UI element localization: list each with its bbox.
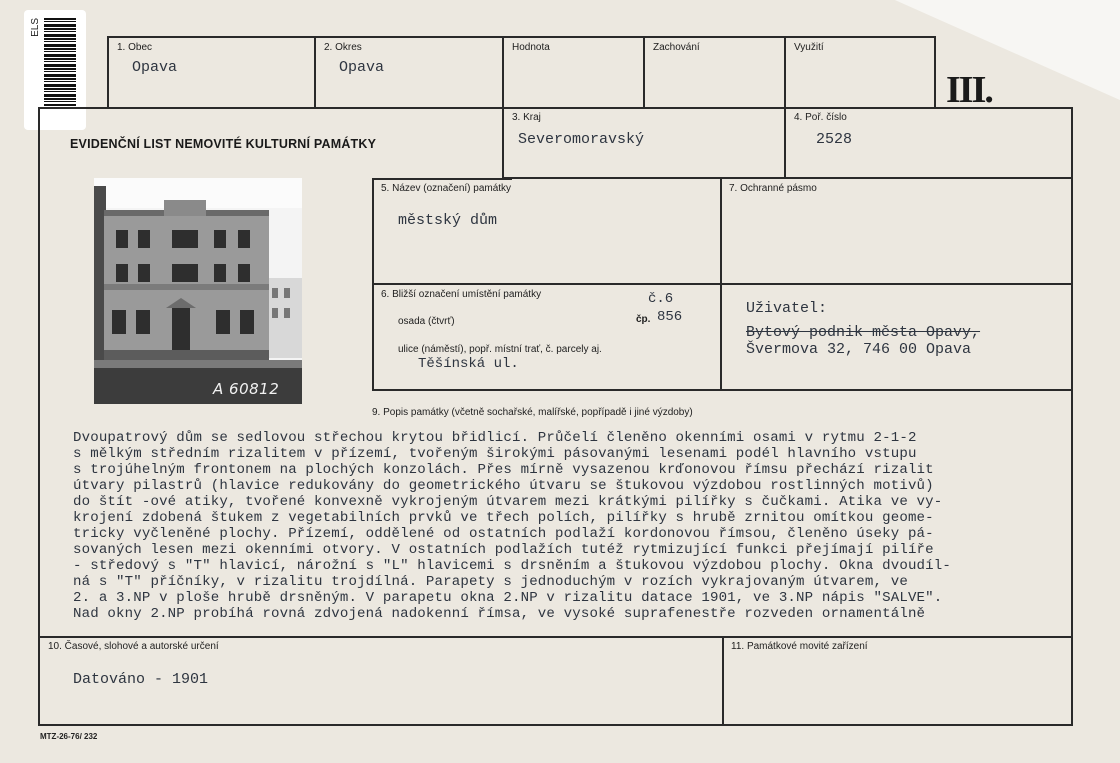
hodnota-label: Hodnota xyxy=(512,42,550,53)
cp-value: 856 xyxy=(657,309,683,325)
umisteni-label: 6. Bližší označení umístění památky xyxy=(381,289,542,300)
movite-label: 11. Památkové movité zařízení xyxy=(731,641,868,652)
building-photo-image xyxy=(94,178,302,404)
uzivatel-address: Švermova 32, 746 00 Opava xyxy=(746,341,972,358)
barcode xyxy=(44,18,76,106)
ulice-value: Těšínská ul. xyxy=(418,356,519,372)
barcode-label: ELS xyxy=(30,18,41,37)
okres-label: 2. Okres xyxy=(324,42,362,53)
popis-label: 9. Popis památky (včetně sochařské, malířské, popřípadě i jiné výzdoby) xyxy=(372,407,693,418)
popis-line: Dvoupatrový dům se sedlovou střechou krytou břidlicí. Průčelí členěno okenními osami v rytmu 2-1-2 xyxy=(73,430,917,446)
osada-label: osada (čtvrť) xyxy=(398,316,455,327)
popis-line: do štít -ové atiky, tvořené konvexně vykrojeným útvarem mezi krátkými pilířky s čučkami. Atika ve vy- xyxy=(73,494,943,510)
popis-line: s trojúhelným frontonem na plochých konzolách. Přes mírně vysazenou krďonovou římsu přechází rizalit xyxy=(73,462,934,478)
popis-line: tricky vyčleněné plochy. Přízemí, oddělené od ostatních podlaží kordonovou římsou, členěno úseky pá- xyxy=(73,526,934,542)
form-title: EVIDENČNÍ LIST NEMOVITÉ KULTURNÍ PAMÁTKY xyxy=(70,137,377,151)
kraj-label: 3. Kraj xyxy=(512,112,541,123)
zachovani-label: Zachování xyxy=(653,42,700,53)
vyuziti-label: Využití xyxy=(794,42,824,53)
popis-line: útvary pilastrů (hlavice redukovány do geometrického útvaru se štukovou výzdobou rostlinných motivů) xyxy=(73,478,934,494)
barcode-sticker xyxy=(24,10,86,130)
popis-line: s mělkým středním rizalitem v přízemí, tvořeným širokými pásovanými lesenami podél hlavního vstupu xyxy=(73,446,917,462)
okres-value: Opava xyxy=(339,59,385,76)
popis-line: krojení zdobená štukem z vegetabilních prvků ve třech polích, pilířky s hrubě zrnitou omítkou geome- xyxy=(73,510,934,526)
uzivatel-label: Uživatel: xyxy=(746,300,828,317)
kraj-value: Severomoravský xyxy=(518,131,645,148)
por-cislo-value: 2528 xyxy=(816,131,853,148)
nazev-value: městský dům xyxy=(398,212,498,229)
monument-photo xyxy=(94,178,302,404)
popis-line: - středový s "T" hlavicí, nárožní s "L" hlavicemi s drsněním a štukovou výzdobou plochy. Okna dvoudíl- xyxy=(73,558,951,574)
category-mark: III. xyxy=(946,69,992,111)
cp-label: čp. xyxy=(636,314,651,325)
popis-line: ná s "T" příčníky, v rizalitu trojdílná. Parapety s jednoduchým v rozích vykrajovaným útvarem, ve xyxy=(73,574,908,590)
popis-line: sovaných lesen mezi okenními otvory. V ostatních podlažích tutéž rytmizující funkci přejímají pilíře xyxy=(73,542,934,558)
nazev-label: 5. Název (označení) památky xyxy=(381,183,512,194)
urceni-value: Datováno - 1901 xyxy=(73,671,209,688)
popis-line: 2. a 3.NP v ploše hrubě drsněným. V parapetu okna 2.NP v rizalitu datace 1901, ve 3.NP nápis "SALVE". xyxy=(73,590,943,606)
uzivatel-old-value: Bytový podnik města Opavy, xyxy=(746,324,981,341)
popis-line: Nad okny 2.NP probíhá rovná zdvojená nadokenní římsa, ve vysoké suprafenestře rozveden ornamentálně xyxy=(73,606,926,622)
co-value: č.6 xyxy=(648,291,674,307)
urceni-label: 10. Časové, slohové a autorské určení xyxy=(48,641,219,652)
obec-label: 1. Obec xyxy=(117,42,153,53)
photo-code: A 60812 xyxy=(213,380,280,398)
form-code: MTZ-26-76/ 232 xyxy=(40,732,98,741)
por-cislo-label: 4. Poř. číslo xyxy=(794,112,847,123)
ochranne-pasmo-label: 7. Ochranné pásmo xyxy=(729,183,817,194)
obec-value: Opava xyxy=(132,59,178,76)
ulice-label: ulice (náměstí), popř. místní trať, č. parcely aj. xyxy=(398,344,602,355)
